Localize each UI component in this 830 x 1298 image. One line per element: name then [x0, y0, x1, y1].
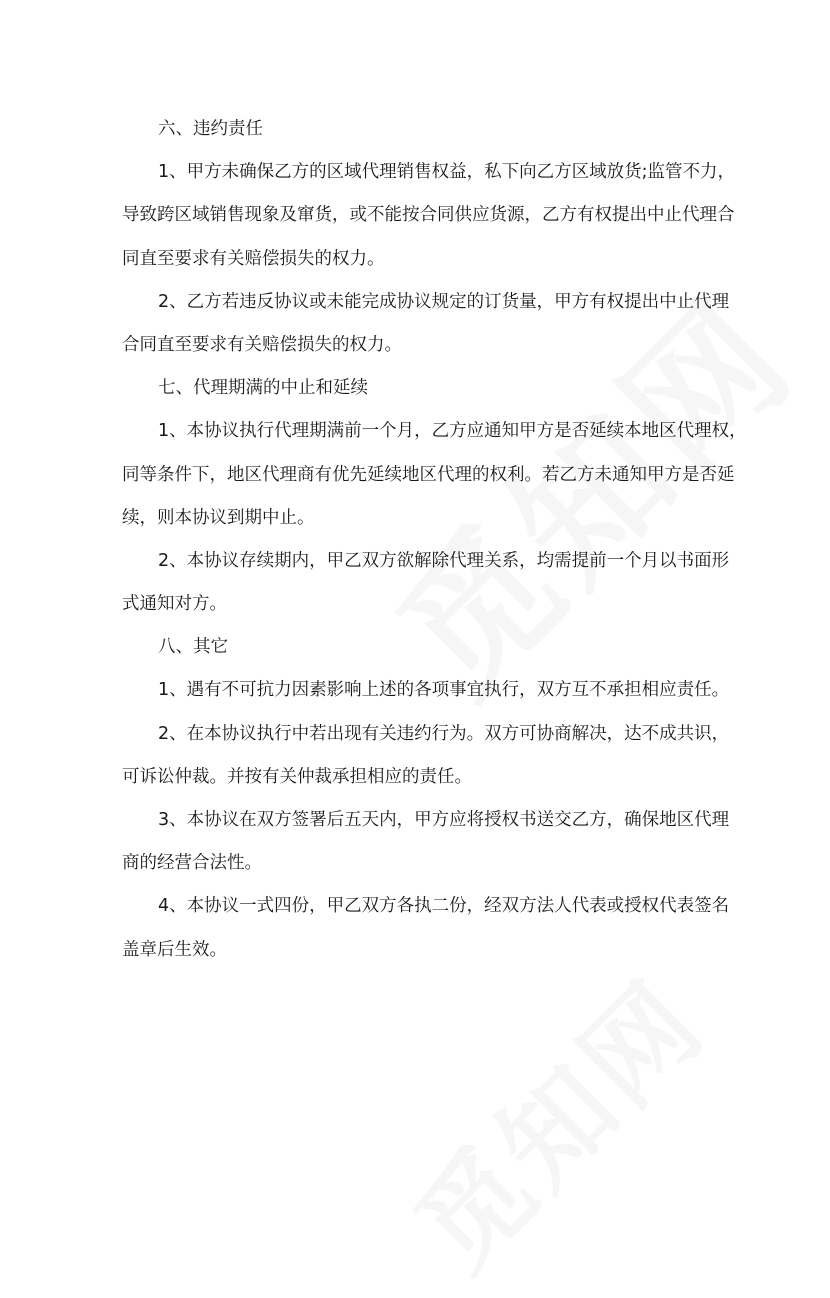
watermark-bottom	[375, 940, 733, 1298]
section-expiry-renewal	[122, 367, 747, 626]
paragraph-line: 4、本协议一式四份，甲乙双方各执二份，经双方法人代表或授权代表签名	[158, 896, 730, 917]
paragraph-line: 2、本协议存续期内，甲乙双方欲解除代理关系，均需提前一个月以书面形	[158, 550, 730, 571]
paragraph-line: 可诉讼仲裁。并按有关仲裁承担相应的责任。	[122, 766, 472, 787]
paragraph-line: 商的经营合法性。	[122, 853, 262, 874]
paragraph-line: 续，则本协议到期中止。	[122, 507, 315, 528]
paragraph	[122, 799, 730, 885]
paragraph-line: 2、在本协议执行中若出现有关违约行为。双方可协商解决，达不成共识，	[158, 723, 730, 744]
section-other	[122, 626, 730, 972]
paragraph-line: 合同直至要求有关赔偿损失的权力。	[122, 334, 402, 355]
paragraph-line: 导致跨区域销售现象及窜货，或不能按合同供应货源，乙方有权提出中止代理合	[122, 205, 735, 226]
paragraph	[122, 540, 730, 626]
paragraph-line: 同直至要求有关赔偿损失的权力。	[122, 248, 385, 269]
paragraph	[122, 669, 730, 712]
paragraph-line: 1、遇有不可抗力因素影响上述的各项事宜执行，双方互不承担相应责任。	[158, 680, 730, 701]
section-heading: 六、违约责任	[158, 119, 263, 139]
paragraph-line: 式通知对方。	[122, 594, 227, 615]
paragraph	[122, 281, 730, 367]
paragraph-line: 1、本协议执行代理期满前一个月，乙方应通知甲方是否延续本地区代理权，	[158, 421, 747, 442]
paragraph	[122, 151, 736, 281]
paragraph	[122, 410, 747, 540]
paragraph-line: 2、乙方若违反协议或未能完成协议规定的订货量，甲方有权提出中止代理	[158, 291, 730, 312]
section-breach-liability	[122, 108, 736, 367]
paragraph-line: 盖章后生效。	[122, 939, 227, 960]
paragraph	[122, 885, 730, 971]
paragraph-line: 3、本协议在双方签署后五天内，甲方应将授权书送交乙方，确保地区代理	[158, 810, 730, 830]
section-heading: 八、其它	[158, 637, 228, 658]
paragraph	[122, 713, 730, 799]
paragraph-line: 同等条件下，地区代理商有优先延续地区代理的权利。若乙方未通知甲方是否延	[122, 464, 735, 485]
section-heading: 七、代理期满的中止和延续	[158, 378, 368, 399]
document-body	[122, 108, 747, 972]
paragraph-line: 1、甲方未确保乙方的区域代理销售权益，私下向乙方区域放货;监管不力，	[158, 162, 736, 183]
